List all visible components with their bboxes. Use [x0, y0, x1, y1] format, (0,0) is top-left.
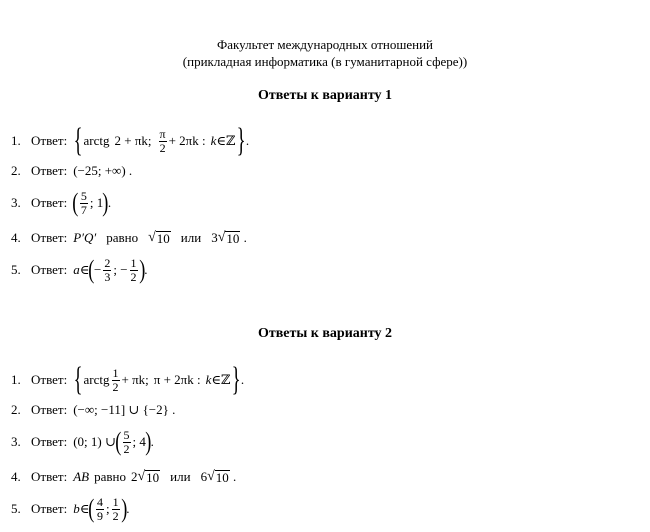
- answer-formula: a ∈ ( − $\frac{2}{3}$ ; − $\frac{1}{2}$ ) .: [73, 255, 148, 284]
- variant2-title: Ответы к варианту 2: [257, 326, 393, 341]
- answer-label: Ответ:: [31, 195, 68, 210]
- answer-label: Ответ:: [31, 230, 68, 245]
- item-number: 1.: [11, 133, 21, 148]
- v2-answer-3: [11, 425, 154, 459]
- item-number: 1.: [11, 372, 21, 387]
- answer-label: Ответ:: [31, 163, 68, 178]
- answer-formula: { arctg $\frac{1}{2}$ + πk; π + 2πk : k ∈ ℤ } .: [73, 361, 245, 398]
- answer-label: Ответ:: [31, 262, 68, 277]
- item-number: 4.: [11, 230, 21, 245]
- v1-answer-1: [11, 124, 249, 158]
- answer-formula: (0; 1) ∪ ( $\frac{5}{2}$ ; 4 ) .: [73, 427, 154, 456]
- answer-formula: P′Q′ равно √ 10 или 3 √ 10 .: [73, 230, 247, 246]
- item-number: 4.: [11, 469, 21, 484]
- faculty-subtitle: (прикладная информатика (в гуманитарной сфере)): [182, 54, 468, 69]
- item-number: 2.: [11, 163, 21, 178]
- v1-answer-3: [11, 186, 111, 220]
- answer-formula: AB равно 2 √ 10 или 6 √ 10 .: [73, 469, 237, 485]
- answer-formula: ( $\frac{5}{7}$ ; 1 ) .: [72, 188, 112, 217]
- v2-answer-1: [11, 363, 244, 397]
- answer-formula: { arctg 2 + πk; $\frac{\pi}{2}$ + 2πk : k ∈ ℤ } .: [73, 122, 250, 159]
- item-number: 5.: [11, 501, 21, 516]
- term: + 2πk :: [168, 133, 206, 148]
- faculty-title: Факультет международных отношений: [216, 37, 434, 52]
- left-brace: {: [73, 122, 83, 159]
- arctg: arctg: [83, 133, 110, 148]
- v1-answer-4: [11, 221, 247, 255]
- item-number: 3.: [11, 195, 21, 210]
- item-number: 5.: [11, 262, 21, 277]
- integers-sign: ℤ: [226, 133, 236, 148]
- v2-answer-5: [11, 492, 130, 526]
- var-k: k: [210, 133, 217, 148]
- v2-answer-4: [11, 460, 236, 494]
- v1-answer-2: [11, 154, 132, 188]
- in-sign: ∈: [216, 133, 227, 148]
- v2-answer-2: [11, 393, 175, 427]
- answer-label: Ответ:: [31, 133, 68, 148]
- answer-label: Ответ:: [31, 501, 68, 516]
- answer-formula: (−25; +∞) .: [73, 163, 133, 178]
- term: 2 + πk;: [114, 133, 152, 148]
- answer-label: Ответ:: [31, 402, 68, 417]
- item-number: 2.: [11, 402, 21, 417]
- variant1-title: Ответы к варианту 1: [257, 88, 393, 103]
- v1-answer-5: [11, 253, 147, 287]
- answer-label: Ответ:: [31, 434, 68, 449]
- answer-formula: b ∈ ( $\frac{4}{9}$ ; $\frac{1}{2}$ ) .: [73, 494, 130, 523]
- item-number: 3.: [11, 434, 21, 449]
- answer-label: Ответ:: [31, 372, 68, 387]
- right-brace: }: [236, 122, 246, 159]
- answer-formula: (−∞; −11] ∪ {−2} .: [73, 402, 176, 417]
- fraction: $\frac{\pi}{2}$: [159, 126, 166, 155]
- answer-label: Ответ:: [31, 469, 68, 484]
